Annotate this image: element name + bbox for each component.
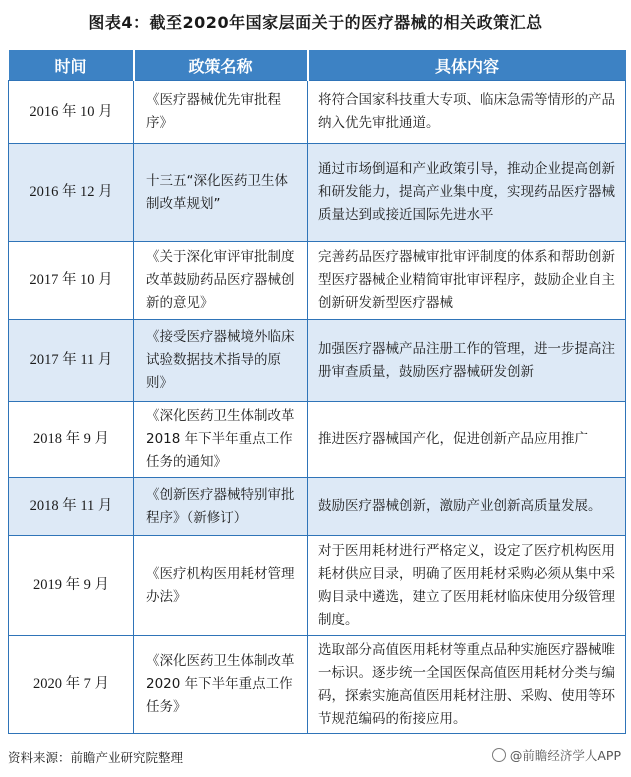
source-note: 资料来源：前瞻产业研究院整理 [8, 750, 184, 765]
cell-time: 2018 年 11 月 [9, 478, 134, 536]
table-row [9, 242, 626, 320]
cell-policy-name: 《深化医药卫生体制改革 2018 年下半年重点工作任务的通知》 [134, 402, 308, 478]
cell-policy-name: 十三五“深化医药卫生体制改革规划” [134, 144, 308, 242]
cell-policy-name: 《医疗机构医用耗材管理办法》 [134, 536, 308, 636]
table-row [9, 320, 626, 402]
watermark [492, 746, 621, 764]
cell-policy-name: 《深化医药卫生体制改革 2020 年下半年重点工作任务》 [134, 636, 308, 734]
cell-time: 2016 年 10 月 [9, 81, 134, 144]
cell-content: 推进医疗器械国产化，促进创新产品应用推广 [308, 402, 626, 478]
cell-content: 将符合国家科技重大专项、临床急需等情形的产品纳入优先审批通道。 [308, 81, 626, 144]
wechat-logo-icon [492, 748, 506, 762]
table-row [9, 636, 626, 734]
cell-time: 2020 年 7 月 [9, 636, 134, 734]
cell-content: 完善药品医疗器械审批审评制度的体系和帮助创新型医疗器械企业精简审批审评程序，鼓励企业自主创新研发新型医疗器械 [308, 242, 626, 320]
cell-time: 2019 年 9 月 [9, 536, 134, 636]
cell-content: 选取部分高值医用耗材等重点品种实施医疗器械唯一标识。逐步统一全国医保高值医用耗材分类与编码，探索实施高值医用耗材注册、采购、使用等环节规范编码的衔接应用。 [308, 636, 626, 734]
document-title: 图表4：截至2020年国家层面关于的医疗器械的相关政策汇总 [88, 13, 543, 32]
cell-content: 鼓励医疗器械创新，激励产业创新高质量发展。 [308, 478, 626, 536]
cell-policy-name: 《医疗器械优先审批程序》 [134, 81, 308, 144]
cell-policy-name: 《接受医疗器械境外临床试验数据技术指导的原则》 [134, 320, 308, 402]
table-row [9, 536, 626, 636]
cell-time: 2018 年 9 月 [9, 402, 134, 478]
header-policy-name: 政策名称 [134, 50, 308, 81]
header-content: 具体内容 [308, 50, 626, 81]
watermark-text: @前瞻经济学人APP [509, 748, 621, 763]
table-header-row [9, 50, 626, 81]
cell-time: 2016 年 12 月 [9, 144, 134, 242]
table-row [9, 81, 626, 144]
cell-content: 对于医用耗材进行严格定义，设定了医疗机构医用耗材供应目录，明确了医用耗材采购必须从集中采购目录中遴选，建立了医用耗材临床使用分级管理制度。 [308, 536, 626, 636]
cell-time: 2017 年 11 月 [9, 320, 134, 402]
header-time: 时间 [9, 50, 134, 81]
cell-content: 加强医疗器械产品注册工作的管理，进一步提高注册审查质量，鼓励医疗器械研发创新 [308, 320, 626, 402]
cell-content: 通过市场倒逼和产业政策引导，推动企业提高创新和研发能力，提高产业集中度，实现药品医疗器械质量达到或接近国际先进水平 [308, 144, 626, 242]
cell-policy-name: 《创新医疗器械特别审批程序》（新修订） [134, 478, 308, 536]
table-row [9, 144, 626, 242]
table-row [9, 402, 626, 478]
policy-table [8, 50, 626, 734]
table-row [9, 478, 626, 536]
cell-policy-name: 《关于深化审评审批制度改革鼓励药品医疗器械创新的意见》 [134, 242, 308, 320]
cell-time: 2017 年 10 月 [9, 242, 134, 320]
